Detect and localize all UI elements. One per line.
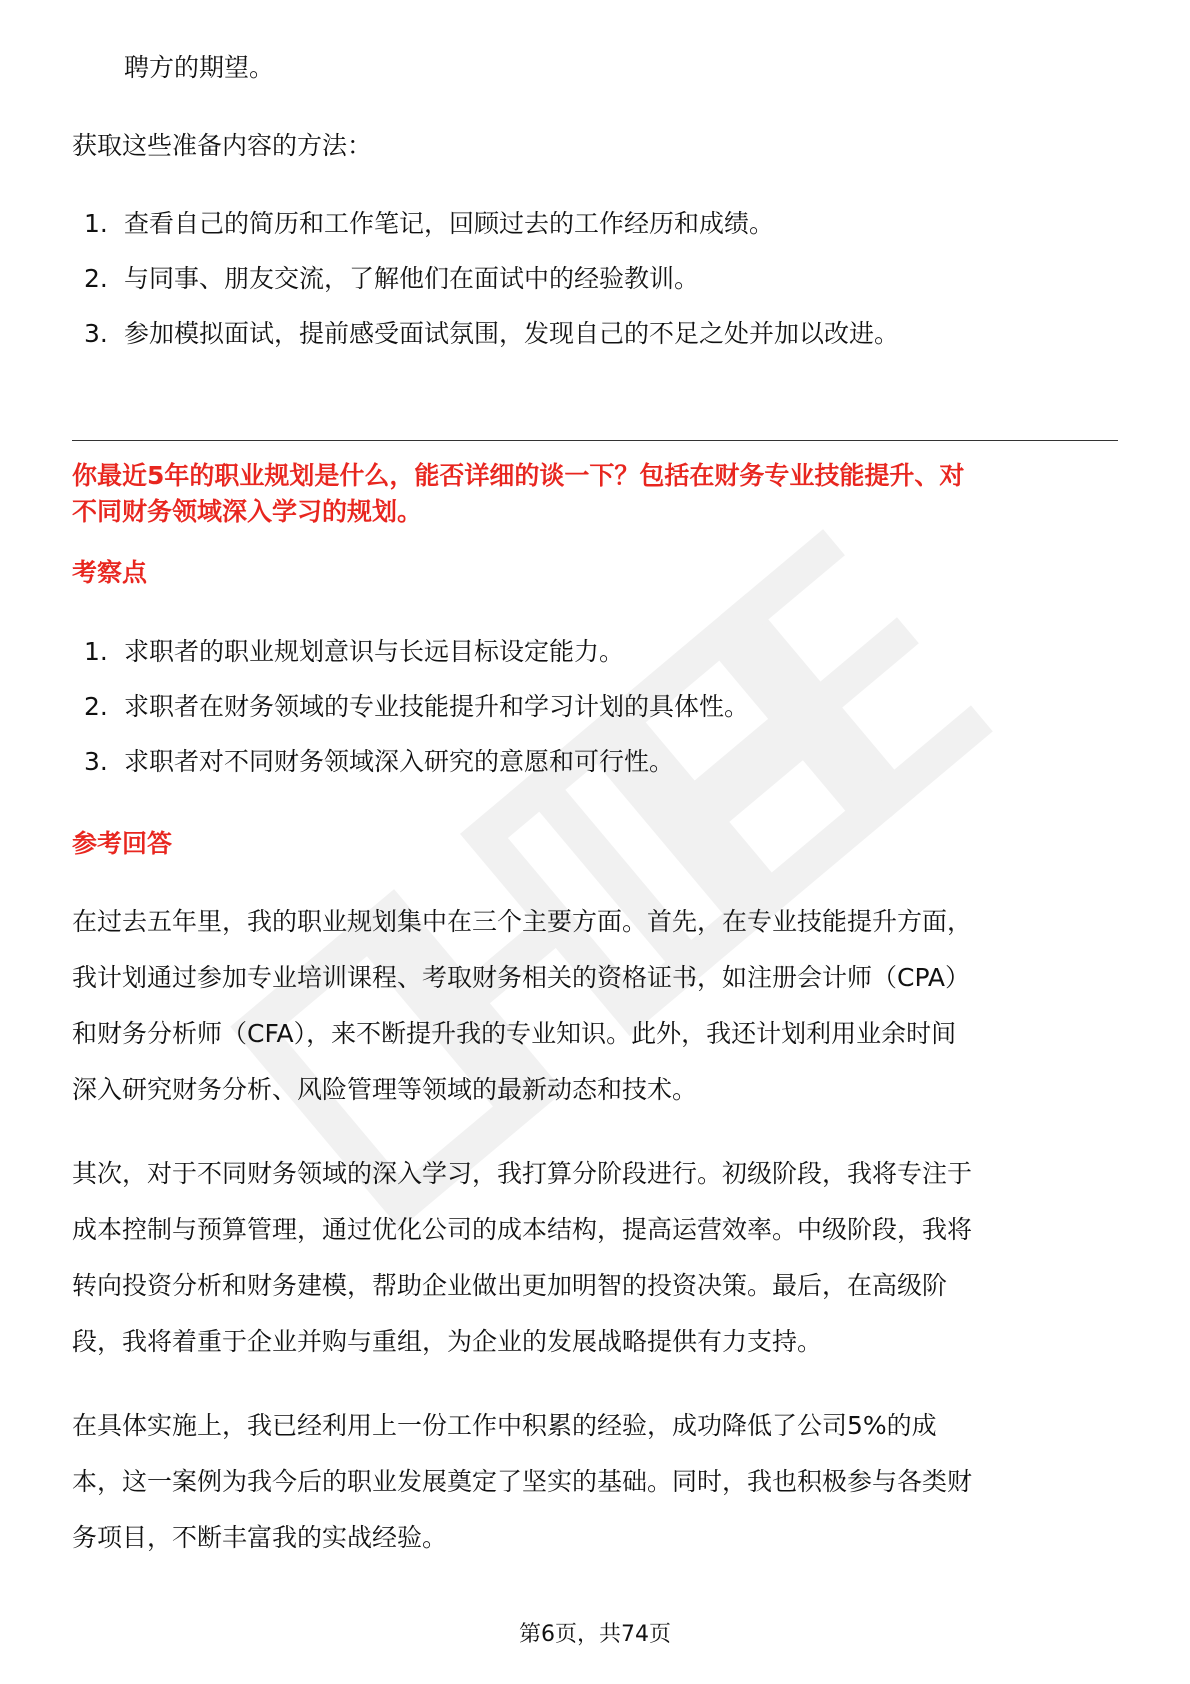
list-number: 2. bbox=[84, 264, 108, 293]
list-text: 查看自己的简历和工作笔记，回顾过去的工作经历和成绩。 bbox=[124, 209, 775, 238]
list-text: 求职者对不同财务领域深入研究的意愿和可行性。 bbox=[124, 747, 675, 776]
paragraph-line: 务项目，不断丰富我的实战经验。 bbox=[72, 1523, 448, 1552]
question-line: 你最近5年的职业规划是什么，能否详细的谈一下？包括在财务专业技能提升、对 bbox=[72, 461, 965, 490]
paragraph-line: 段，我将着重于企业并购与重组，为企业的发展战略提供有力支持。 bbox=[72, 1327, 823, 1356]
answer-paragraph-1 bbox=[72, 894, 1118, 1118]
continuation-text: 聘方的期望。 bbox=[124, 53, 275, 82]
section-divider bbox=[72, 440, 1118, 441]
list-item bbox=[84, 206, 774, 242]
answer-paragraph-3 bbox=[72, 1398, 1118, 1566]
paragraph-line: 在过去五年里，我的职业规划集中在三个主要方面。首先，在专业技能提升方面， bbox=[72, 907, 973, 936]
list-item bbox=[84, 689, 749, 725]
list-number: 2. bbox=[84, 692, 108, 721]
paragraph-line: 深入研究财务分析、风险管理等领域的最新动态和技术。 bbox=[72, 1075, 698, 1104]
interview-question bbox=[72, 458, 1118, 530]
list-text: 求职者的职业规划意识与长远目标设定能力。 bbox=[124, 637, 625, 666]
list-number: 1. bbox=[84, 209, 108, 238]
page-number: 第6页，共74页 bbox=[519, 1622, 671, 1647]
methods-intro: 获取这些准备内容的方法： bbox=[72, 131, 373, 160]
answer-heading: 参考回答 bbox=[72, 829, 173, 858]
list-item bbox=[84, 261, 699, 297]
list-text: 求职者在财务领域的专业技能提升和学习计划的具体性。 bbox=[124, 692, 750, 721]
list-number: 3. bbox=[84, 319, 108, 348]
paragraph-line: 成本控制与预算管理，通过优化公司的成本结构，提高运营效率。中级阶段，我将 bbox=[72, 1215, 973, 1244]
paragraph-line: 其次，对于不同财务领域的深入学习，我打算分阶段进行。初级阶段，我将专注于 bbox=[72, 1159, 973, 1188]
question-line: 不同财务领域深入学习的规划。 bbox=[72, 497, 423, 526]
list-item bbox=[84, 316, 899, 352]
list-text: 参加模拟面试，提前感受面试氛围，发现自己的不足之处并加以改进。 bbox=[124, 319, 900, 348]
assessment-heading: 考察点 bbox=[72, 558, 148, 587]
paragraph-line: 和财务分析师（CFA），来不断提升我的专业知识。此外，我还计划利用业余时间 bbox=[72, 1019, 957, 1048]
answer-paragraph-2 bbox=[72, 1146, 1118, 1370]
paragraph-line: 我计划通过参加专业培训课程、考取财务相关的资格证书，如注册会计师（CPA） bbox=[72, 963, 971, 992]
list-item bbox=[84, 634, 624, 670]
paragraph-line: 在具体实施上，我已经利用上一份工作中积累的经验，成功降低了公司5%的成 bbox=[72, 1411, 937, 1440]
list-text: 与同事、朋友交流，了解他们在面试中的经验教训。 bbox=[124, 264, 700, 293]
paragraph-line: 本，这一案例为我今后的职业发展奠定了坚实的基础。同时，我也积极参与各类财 bbox=[72, 1467, 973, 1496]
list-number: 3. bbox=[84, 747, 108, 776]
paragraph-line: 转向投资分析和财务建模，帮助企业做出更加明智的投资决策。最后，在高级阶 bbox=[72, 1271, 948, 1300]
list-item bbox=[84, 744, 674, 780]
list-number: 1. bbox=[84, 637, 108, 666]
